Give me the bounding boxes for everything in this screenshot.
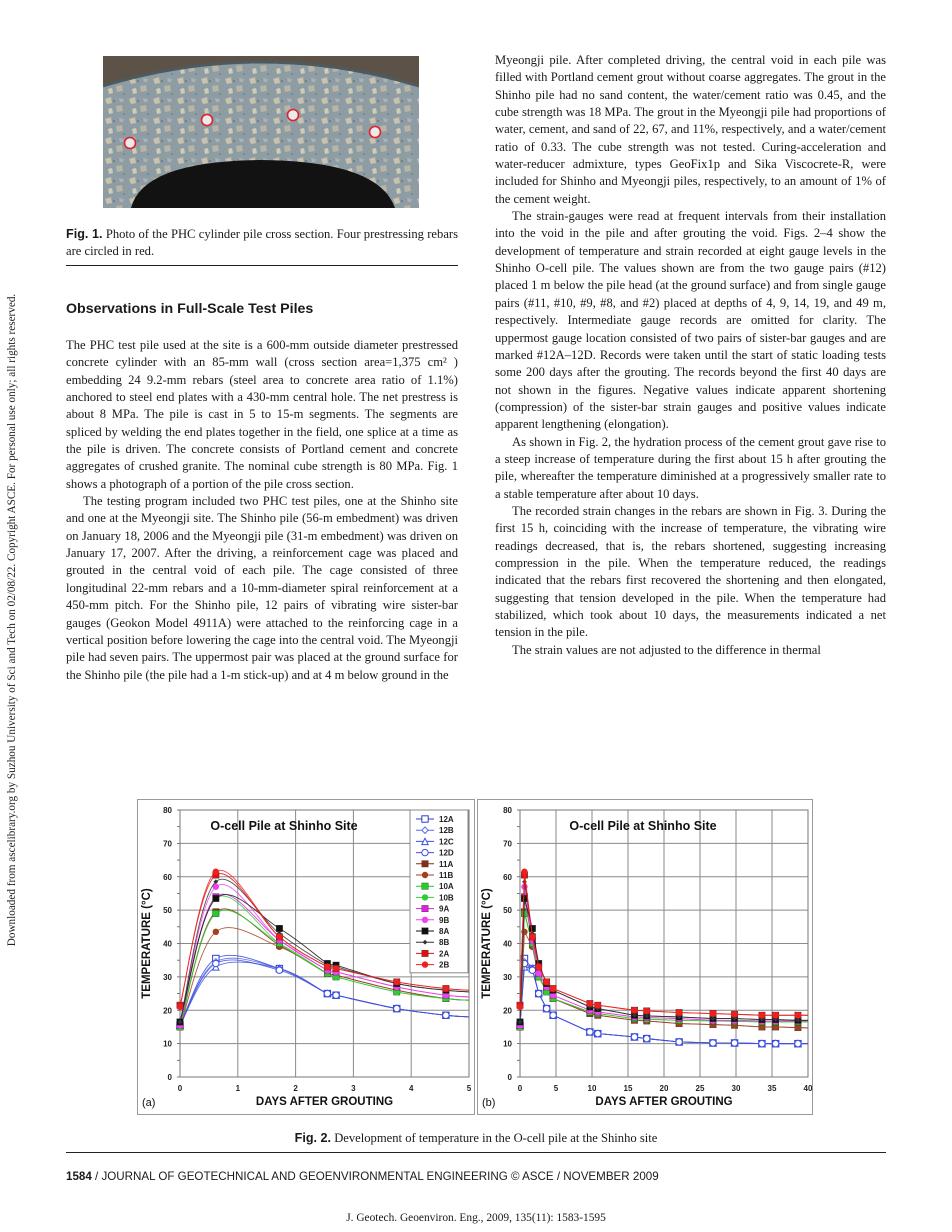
rebar-circle bbox=[125, 138, 136, 149]
panel-label: (a) bbox=[142, 1097, 156, 1109]
legend-label: 2A bbox=[439, 949, 450, 959]
figure1-label: Fig. 1. bbox=[66, 227, 103, 241]
data-point bbox=[595, 1030, 601, 1036]
rebar-circle bbox=[202, 115, 213, 126]
data-point bbox=[394, 1005, 400, 1011]
y-tick-label: 20 bbox=[163, 1006, 172, 1016]
y-tick-label: 70 bbox=[163, 839, 172, 849]
legend-label: 10B bbox=[439, 893, 454, 903]
x-tick-label: 25 bbox=[695, 1084, 705, 1093]
chart-panel-a bbox=[137, 799, 475, 1115]
tick-labels bbox=[503, 806, 812, 1093]
y-tick-label: 40 bbox=[503, 939, 512, 949]
panel-label: (b) bbox=[482, 1097, 496, 1109]
data-point bbox=[529, 967, 535, 973]
data-point bbox=[536, 964, 542, 970]
data-point bbox=[517, 1004, 523, 1010]
data-point bbox=[731, 1011, 737, 1017]
data-point bbox=[443, 985, 449, 991]
x-tick-label: 35 bbox=[767, 1084, 777, 1093]
figure1-caption-text: Photo of the PHC cylinder pile cross section. Four prestressing rebars are circled in red. bbox=[66, 227, 459, 259]
series-12D bbox=[517, 960, 808, 1046]
rebar-circle bbox=[370, 127, 381, 138]
legend-marker bbox=[422, 928, 428, 934]
data-point bbox=[177, 1004, 183, 1010]
x-tick-label: 4 bbox=[408, 1084, 414, 1093]
data-point bbox=[631, 1007, 637, 1013]
data-point bbox=[550, 985, 556, 991]
download-notice-text: Downloaded from ascelibrary.org by Suzhou University of Sci and Tech on 02/08/22. Copyright ASCE. For personal use only; all rights reserved. bbox=[6, 293, 18, 947]
legend-label: 11A bbox=[439, 859, 454, 869]
data-point bbox=[676, 1009, 682, 1015]
legend-label: 12B bbox=[439, 826, 454, 836]
download-notice bbox=[2, 240, 22, 1000]
legend-marker bbox=[422, 816, 428, 822]
figure2-caption-text: Development of temperature in the O-cell pile at the Shinho site bbox=[331, 1131, 658, 1145]
data-point bbox=[213, 960, 219, 966]
x-tick-label: 30 bbox=[731, 1084, 741, 1093]
paragraph: The testing program included two PHC test piles, one at the Shinho site and one at the Myeongji site. The Shinho pile (56-m embedment) was driven on January 18, 2006 and the Myeongji pile (31-m embedment) was driven on January 17, 2007. After the driving, a reinforcement cage was placed and grouted in the central void of each pile. The cage consisted of three longitudinal 22-mm rebars and a 10-mm-diameter spiral reinforcement at a 450-mm pitch. For the Shinho pile, 12 pairs of vibrating wire sister-bar gauges (Geokon Model 4911A) were attached to the reinforcing cage in a vertical position before lowering the cage into the central void. The Myeongji pile had seven pairs. The uppermost pair was placed at the ground surface for the Shinho pile (the pile had a 1-m stick-up) and at 4 m below ground in the bbox=[66, 494, 458, 682]
legend-marker bbox=[422, 883, 428, 889]
data-point bbox=[550, 1012, 556, 1018]
figure2-charts bbox=[137, 799, 813, 1115]
data-point bbox=[676, 1039, 682, 1045]
series-group bbox=[517, 869, 808, 1047]
figure1-divider bbox=[66, 265, 458, 266]
x-axis-label: DAYS AFTER GROUTING bbox=[255, 1096, 394, 1108]
chart-panel-b bbox=[477, 799, 813, 1115]
pile-cross-section-image bbox=[103, 56, 419, 208]
data-point bbox=[595, 1002, 601, 1008]
data-point bbox=[795, 1012, 801, 1018]
data-point bbox=[276, 934, 282, 940]
data-point bbox=[543, 1005, 549, 1011]
series-8A bbox=[517, 895, 808, 1025]
paragraph: The PHC test pile used at the site is a 600-mm outside diameter prestressed concrete cylinder with an 85-mm wall (cross section area=1,375 cm² ) embedding 24 9.2-mm rebars (steel area to concrete area ratio of 1.1%) anchored to steel end plates with a 430-mm central hole. The net prestress is about 8 MPa. The pile is cast in 5 to 15-m segments. The segments are spliced by welding the end plates together in the field, one splice at a time as the pile is driven. The concrete consists of Portland cement and concrete aggregates of crushed granite. The nominal cube strength is 80 MPa. Fig. 1 shows a photograph of a portion of the pile cross section. bbox=[66, 338, 458, 491]
grid bbox=[517, 810, 808, 1077]
data-point bbox=[644, 1035, 650, 1041]
legend-marker bbox=[422, 950, 428, 956]
y-tick-label: 30 bbox=[503, 972, 512, 982]
data-point bbox=[759, 1040, 765, 1046]
data-point bbox=[731, 1040, 737, 1046]
y-tick-label: 60 bbox=[163, 872, 172, 882]
legend-marker bbox=[422, 849, 428, 855]
y-axis-label: TEMPERATURE (°C) bbox=[481, 888, 493, 999]
chart-title: O-cell Pile at Shinho Site bbox=[569, 819, 717, 833]
data-point bbox=[644, 1008, 650, 1014]
legend-label: 10A bbox=[439, 882, 454, 892]
legend-marker bbox=[422, 905, 428, 911]
data-point bbox=[394, 979, 400, 985]
y-tick-label: 20 bbox=[503, 1006, 512, 1016]
legend-label: 8B bbox=[439, 938, 450, 948]
data-point bbox=[521, 869, 527, 875]
y-tick-label: 60 bbox=[503, 872, 512, 882]
paragraph: The strain-gauges were read at frequent intervals from their installation into the void in the pile and after grouting the void. Figs. 2–4 show the development of temperature and strain recorded at eight gauge levels in the Shinho O-cell pile. The values shown are from the two gauge pairs (#12) placed 1 m below the pile head (at the ground surface) and from single gauge pairs (#11, #10, #9, #8, and #2) placed at depths of 4, 9, 14, 19, and 49 m, respectively. Intermediate gauge records are omitted for clarity. The uppermost gauge location consisted of two pairs of sister-bar gauges and are marked #12A–12D. Records were taken until the start of static loading tests some 200 days after the grouting. The records beyond the first 40 days are not shown in the figures. Negative values indicate apparent shortening (compression) of the sister-bar strain gauges and positive values indicate apparent lengthening (elongation). bbox=[495, 209, 886, 432]
citation: J. Geotech. Geoenviron. Eng., 2009, 135(11): 1583-1595 bbox=[346, 1212, 606, 1224]
y-tick-label: 10 bbox=[503, 1039, 512, 1049]
series-12C bbox=[517, 964, 808, 1047]
x-tick-label: 40 bbox=[803, 1084, 812, 1093]
right-column bbox=[495, 52, 886, 659]
chart-b-svg bbox=[478, 800, 812, 1114]
legend-marker bbox=[422, 872, 428, 878]
paragraph: The strain values are not adjusted to the difference in thermal bbox=[512, 642, 821, 657]
legend-marker bbox=[422, 894, 428, 900]
data-point bbox=[536, 990, 542, 996]
rebar-circle bbox=[288, 110, 299, 121]
data-point bbox=[333, 965, 339, 971]
figure2-label: Fig. 2. bbox=[294, 1131, 332, 1145]
x-tick-label: 10 bbox=[587, 1084, 597, 1093]
data-point bbox=[333, 992, 339, 998]
figure2-caption bbox=[0, 1131, 952, 1146]
page-footer bbox=[66, 1170, 659, 1183]
legend-label: 11B bbox=[439, 871, 454, 880]
legend-label: 12D bbox=[439, 848, 454, 858]
x-tick-label: 2 bbox=[293, 1084, 298, 1093]
legend-marker bbox=[422, 861, 428, 867]
data-point bbox=[631, 1034, 637, 1040]
series-8B bbox=[518, 879, 808, 1024]
y-tick-label: 70 bbox=[503, 839, 512, 849]
data-point bbox=[324, 964, 330, 970]
series-9B bbox=[517, 884, 808, 1029]
data-point bbox=[587, 1029, 593, 1035]
series-12B bbox=[517, 959, 808, 1047]
data-point bbox=[772, 1012, 778, 1018]
data-point bbox=[276, 967, 282, 973]
y-tick-label: 50 bbox=[503, 906, 512, 916]
data-point bbox=[529, 934, 535, 940]
x-axis-label: DAYS AFTER GROUTING bbox=[595, 1096, 733, 1108]
legend-label: 9A bbox=[439, 904, 450, 914]
data-point bbox=[276, 925, 282, 931]
legend bbox=[410, 810, 468, 973]
legend-label: 12A bbox=[439, 815, 454, 824]
y-axis-label: TEMPERATURE (°C) bbox=[141, 888, 153, 999]
chart-title: O-cell Pile at Shinho Site bbox=[210, 819, 358, 833]
legend-label: 2B bbox=[439, 960, 450, 970]
data-point bbox=[213, 869, 219, 875]
data-point bbox=[543, 979, 549, 985]
x-tick-label: 0 bbox=[517, 1084, 523, 1093]
section-title: Observations in Full-Scale Test Piles bbox=[66, 301, 314, 317]
legend-label: 12C bbox=[439, 837, 454, 847]
data-point bbox=[213, 929, 219, 935]
paragraph: As shown in Fig. 2, the hydration process of the cement grout gave rise to a steep increase of temperature during the first about 15 h after grouting the pile, whereafter the temperature diminished at a progressively smaller rate to a stable temperature after about 10 days. bbox=[495, 434, 886, 501]
data-point bbox=[213, 910, 219, 916]
y-tick-label: 0 bbox=[167, 1073, 172, 1082]
x-tick-label: 20 bbox=[659, 1084, 669, 1093]
series-2A bbox=[517, 872, 808, 1019]
data-point bbox=[759, 1012, 765, 1018]
footer-divider bbox=[66, 1152, 886, 1153]
legend-label: 9B bbox=[439, 915, 450, 925]
page-number: 1584 bbox=[66, 1170, 92, 1183]
journal-line: / JOURNAL OF GEOTECHNICAL AND GEOENVIRONMENTAL ENGINEERING © ASCE / NOVEMBER 2009 bbox=[91, 1170, 659, 1183]
x-tick-label: 5 bbox=[466, 1084, 472, 1093]
y-tick-label: 10 bbox=[163, 1039, 172, 1049]
y-tick-label: 80 bbox=[503, 806, 512, 815]
y-tick-label: 80 bbox=[163, 806, 172, 815]
data-point bbox=[772, 1040, 778, 1046]
data-point bbox=[795, 1024, 801, 1030]
data-point bbox=[443, 1012, 449, 1018]
legend-marker bbox=[422, 961, 428, 967]
legend-marker bbox=[422, 917, 428, 923]
chart-a-svg bbox=[138, 800, 474, 1114]
legend-label: 8A bbox=[439, 927, 450, 936]
y-tick-label: 30 bbox=[163, 972, 172, 982]
y-tick-label: 0 bbox=[507, 1073, 512, 1082]
data-point bbox=[213, 895, 219, 901]
paragraph: The recorded strain changes in the rebars are shown in Fig. 3. During the first 15 h, coinciding with the increase of temperature, the vibrating wire readings decreased, that is, the rebars shortened, suggesting increasing compression in the pile. When the temperature reduced, the readings indicated that the rebars first recovered the shortening and then elongated, suggesting that tension developed in the pile. When the temperature had stabilized, which took about 10 days, the measurements indicated a net tension in the pile. bbox=[495, 503, 886, 640]
data-point bbox=[324, 990, 330, 996]
series-9A bbox=[517, 894, 808, 1029]
data-point bbox=[710, 1040, 716, 1046]
figure1-photo bbox=[103, 56, 419, 208]
x-tick-label: 1 bbox=[235, 1084, 241, 1093]
y-tick-label: 40 bbox=[163, 939, 172, 949]
x-tick-label: 5 bbox=[553, 1084, 559, 1093]
figure1-caption bbox=[66, 226, 458, 261]
x-tick-label: 15 bbox=[623, 1084, 633, 1093]
y-tick-label: 50 bbox=[163, 906, 172, 916]
paragraph: Myeongji pile. After completed driving, the central void in each pile was filled with Portland cement grout without coarse aggregates. The grout in the Shinho pile had no sand content, the water/cement ratio was 0.45, and the cube strength was 18 MPa. The grout in the Myeongji pile had proportions of water, cement, and sand of 22, 67, and 11%, respectively, and a water/cement ratio of 0.33. The cube strength was not tested. Curing-acceleration and water-reducer admixture, types GeoFix1p and Sika Viscocrete-R, were included for Shinho and Myeongji piles, respectively, to an amount of 1% of the cement weight. bbox=[495, 53, 886, 206]
data-point bbox=[710, 1010, 716, 1016]
x-tick-label: 0 bbox=[177, 1084, 183, 1093]
left-column bbox=[66, 337, 458, 684]
data-point bbox=[795, 1040, 801, 1046]
x-tick-label: 3 bbox=[351, 1084, 356, 1093]
data-point bbox=[587, 1000, 593, 1006]
